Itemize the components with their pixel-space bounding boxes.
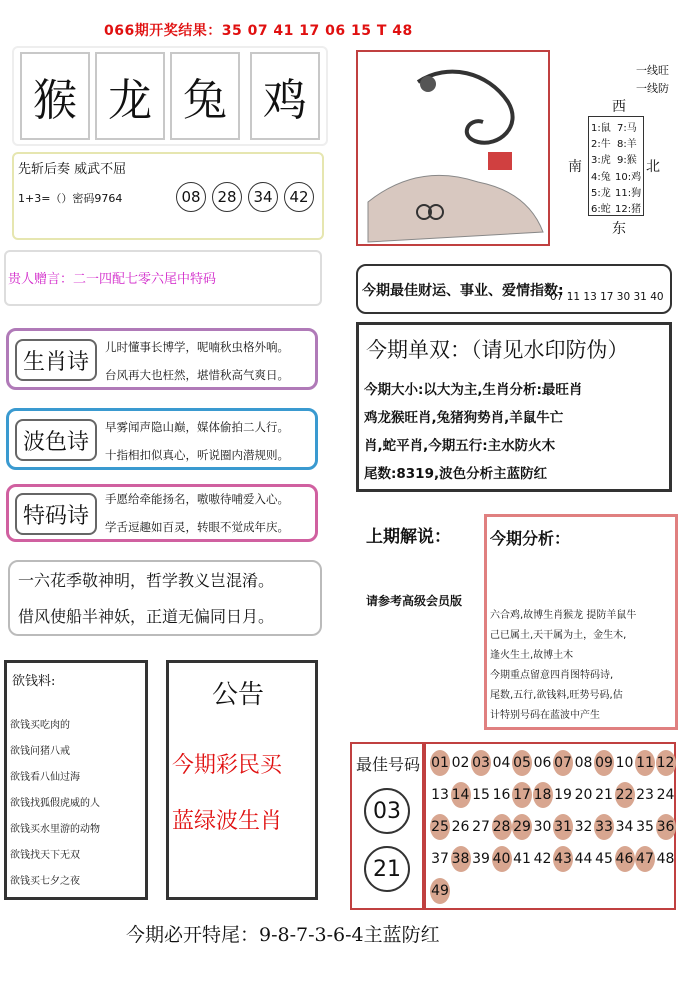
grid-number: 46 bbox=[615, 846, 635, 872]
compass-east: 东 bbox=[612, 221, 626, 237]
compass-cell: 12:猪 bbox=[615, 204, 642, 215]
grid-number: 37 bbox=[431, 851, 449, 867]
poem-line: 台风再大也枉然，堪惜秋高气爽日。 bbox=[105, 368, 289, 382]
dragon-illustration bbox=[356, 50, 550, 246]
grid-number: 38 bbox=[451, 846, 471, 872]
notice-line: 今期彩民买 bbox=[172, 753, 283, 778]
grid-number: 23 bbox=[636, 787, 654, 803]
compass-cell: 5:龙 bbox=[591, 188, 611, 199]
grid-number: 21 bbox=[595, 787, 613, 803]
ball-3: 34 bbox=[248, 182, 278, 212]
grid-number: 16 bbox=[492, 787, 511, 803]
grid-number: 28 bbox=[492, 814, 512, 840]
grid-number: 15 bbox=[472, 787, 490, 803]
best-pick: 03 bbox=[364, 788, 410, 834]
grid-number: 04 bbox=[492, 755, 511, 771]
money-item: 欲钱买水里游的动物 bbox=[10, 824, 100, 835]
compass-south: 南 bbox=[568, 159, 582, 175]
poem-label: 特码诗 bbox=[15, 493, 97, 535]
compass-cell: 8:羊 bbox=[617, 139, 637, 150]
compass-north: 北 bbox=[646, 159, 660, 175]
grid-number: 10 bbox=[615, 755, 634, 771]
grid-number: 19 bbox=[554, 787, 572, 803]
last-note: 请参考高级会员版 bbox=[366, 594, 463, 608]
grid-number: 41 bbox=[513, 851, 531, 867]
fortune-numbers: 07 11 13 17 30 31 40 bbox=[550, 291, 664, 303]
compass-cell: 9:猴 bbox=[617, 155, 637, 166]
grid-number: 07 bbox=[553, 750, 573, 776]
danshuang-line: 尾数:8319,波色分析主蓝防红 bbox=[364, 466, 548, 482]
money-item: 欲钱找天下无双 bbox=[10, 850, 80, 861]
grid-number: 30 bbox=[533, 819, 552, 835]
poem-line: 早雾闻声隐山巅，媒体偷拍二人行。 bbox=[105, 420, 289, 434]
legend-strong: 一线旺 bbox=[636, 64, 669, 77]
compass-cell: 1:鼠 bbox=[591, 123, 611, 134]
analysis-line: 尾数,五行,欲钱料,旺势号码,估 bbox=[490, 690, 623, 701]
noble-words: 贵人赠言：二一四配七零六尾中特码 bbox=[8, 272, 217, 287]
analysis-line: 六合鸡,故博生肖猴龙 提防羊鼠牛 bbox=[490, 610, 637, 621]
danshuang-line: 鸡龙猴旺肖,兔猪狗势肖,羊鼠牛亡 bbox=[364, 410, 564, 426]
ball-4: 42 bbox=[284, 182, 314, 212]
analysis-title: 今期分析： bbox=[490, 529, 571, 548]
zodiac-1: 猴 bbox=[20, 52, 90, 140]
danshuang-line: 肖,蛇平肖,今期五行:主水防火木 bbox=[364, 438, 556, 454]
grid-number: 06 bbox=[533, 755, 552, 771]
legend-guard: 一线防 bbox=[636, 82, 669, 95]
verse-line: 一六花季敬神明，哲学教义岂混淆。 bbox=[18, 571, 275, 590]
poem-line: 儿时懂事长博学，呢喃秋虫格外响。 bbox=[105, 340, 289, 354]
analysis-line: 己已属土,天干属为土，金生木, bbox=[490, 630, 627, 641]
analysis-line: 今期重点留意四肖图特码诗, bbox=[490, 670, 614, 681]
grid-number: 01 bbox=[430, 750, 450, 776]
danshuang-line: 今期大小:以大为主,生肖分析:最旺肖 bbox=[364, 382, 583, 398]
ball-1: 08 bbox=[176, 182, 206, 212]
grid-number: 35 bbox=[636, 819, 654, 835]
poem-label: 生肖诗 bbox=[15, 339, 97, 381]
grid-number: 20 bbox=[574, 787, 593, 803]
grid-number: 17 bbox=[512, 782, 532, 808]
grid-number: 02 bbox=[451, 755, 470, 771]
grid-number: 43 bbox=[553, 846, 573, 872]
draw-result: 066期开奖结果：35 07 41 17 06 15 T 48 bbox=[104, 23, 413, 39]
grid-number: 42 bbox=[533, 851, 552, 867]
grid-number: 09 bbox=[594, 750, 614, 776]
grid-number: 34 bbox=[615, 819, 634, 835]
poem-line: 手愿给牵能扬名，嗷嗷待哺爱入心。 bbox=[105, 492, 289, 506]
footer-tail: 今期必开特尾：9-8-7-3-6-4主蓝防红 bbox=[126, 924, 440, 946]
money-item: 欲钱问猪八戒 bbox=[10, 746, 70, 757]
grid-number: 11 bbox=[635, 750, 655, 776]
compass-west: 西 bbox=[612, 99, 626, 115]
money-item: 欲钱看八仙过海 bbox=[10, 772, 80, 783]
grid-number: 44 bbox=[574, 851, 593, 867]
grid-number: 18 bbox=[533, 782, 553, 808]
dragon-icon bbox=[358, 52, 548, 244]
grid-number: 39 bbox=[472, 851, 490, 867]
poem-color bbox=[6, 408, 318, 470]
grid-number: 12 bbox=[656, 750, 676, 776]
grid-number: 22 bbox=[615, 782, 635, 808]
compass-cell: 7:马 bbox=[617, 123, 637, 134]
grid-number: 49 bbox=[430, 878, 450, 904]
notice-title: 公告 bbox=[212, 680, 265, 710]
grid-number: 32 bbox=[574, 819, 593, 835]
danshuang-title: 今期单双：（请见水印防伪） bbox=[366, 338, 629, 362]
money-item: 欲钱买七夕之夜 bbox=[10, 876, 80, 887]
money-item: 欲钱买吃肉的 bbox=[10, 720, 70, 731]
grid-number: 26 bbox=[451, 819, 470, 835]
compass-cell: 4:兔 bbox=[591, 172, 611, 183]
verse-line: 借风使船半神妖，正道无偏同日月。 bbox=[18, 607, 275, 626]
zodiac-3: 兔 bbox=[170, 52, 240, 140]
compass-cell: 10:鸡 bbox=[615, 172, 642, 183]
best-label: 最佳号码 bbox=[356, 755, 421, 774]
grid-number: 08 bbox=[574, 755, 593, 771]
grid-number: 05 bbox=[512, 750, 532, 776]
poem-special bbox=[6, 484, 318, 542]
money-title: 欲钱料: bbox=[12, 674, 56, 689]
compass-cell: 6:蛇 bbox=[591, 204, 611, 215]
grid-number: 31 bbox=[553, 814, 573, 840]
poem-label: 波色诗 bbox=[15, 419, 97, 461]
poem-zodiac bbox=[6, 328, 318, 390]
best-pick: 21 bbox=[364, 846, 410, 892]
zodiac-2: 龙 bbox=[95, 52, 165, 140]
grid-number: 33 bbox=[594, 814, 614, 840]
notice-line: 蓝绿波生肖 bbox=[172, 809, 283, 834]
zodiac-4: 鸡 bbox=[250, 52, 320, 140]
poem-line: 十指相扣似真心，听说圈内潜规则。 bbox=[105, 448, 289, 462]
poem-line: 学舌逗趣如百灵，转眼不觉成年庆。 bbox=[105, 520, 289, 534]
tagline: 先斩后奏 威武不屈 bbox=[18, 162, 127, 177]
last-title: 上期解说： bbox=[366, 527, 451, 547]
grid-number: 48 bbox=[656, 851, 675, 867]
grid-number: 03 bbox=[471, 750, 491, 776]
grid-number: 24 bbox=[656, 787, 675, 803]
grid-number: 14 bbox=[451, 782, 471, 808]
ball-2: 28 bbox=[212, 182, 242, 212]
analysis-line: 计特别号码在蓝波中产生 bbox=[490, 710, 600, 721]
grid-number: 13 bbox=[431, 787, 449, 803]
grid-number: 25 bbox=[430, 814, 450, 840]
analysis-line: 逢火生土,故博土木 bbox=[490, 650, 574, 661]
grid-number: 27 bbox=[472, 819, 490, 835]
grid-number: 47 bbox=[635, 846, 655, 872]
grid-number: 40 bbox=[492, 846, 512, 872]
grid-number: 36 bbox=[656, 814, 676, 840]
compass-cell: 2:牛 bbox=[591, 139, 611, 150]
grid-number: 29 bbox=[512, 814, 532, 840]
number-grid bbox=[424, 742, 676, 910]
fortune-label: 今期最佳财运、事业、爱情指数: bbox=[362, 283, 564, 299]
code-line: 1+3=（）密码9764 bbox=[18, 192, 123, 205]
grid-number: 45 bbox=[595, 851, 613, 867]
money-item: 欲钱找狐假虎威的人 bbox=[10, 798, 100, 809]
compass-cell: 3:虎 bbox=[591, 155, 611, 166]
compass-cell: 11:狗 bbox=[615, 188, 642, 199]
